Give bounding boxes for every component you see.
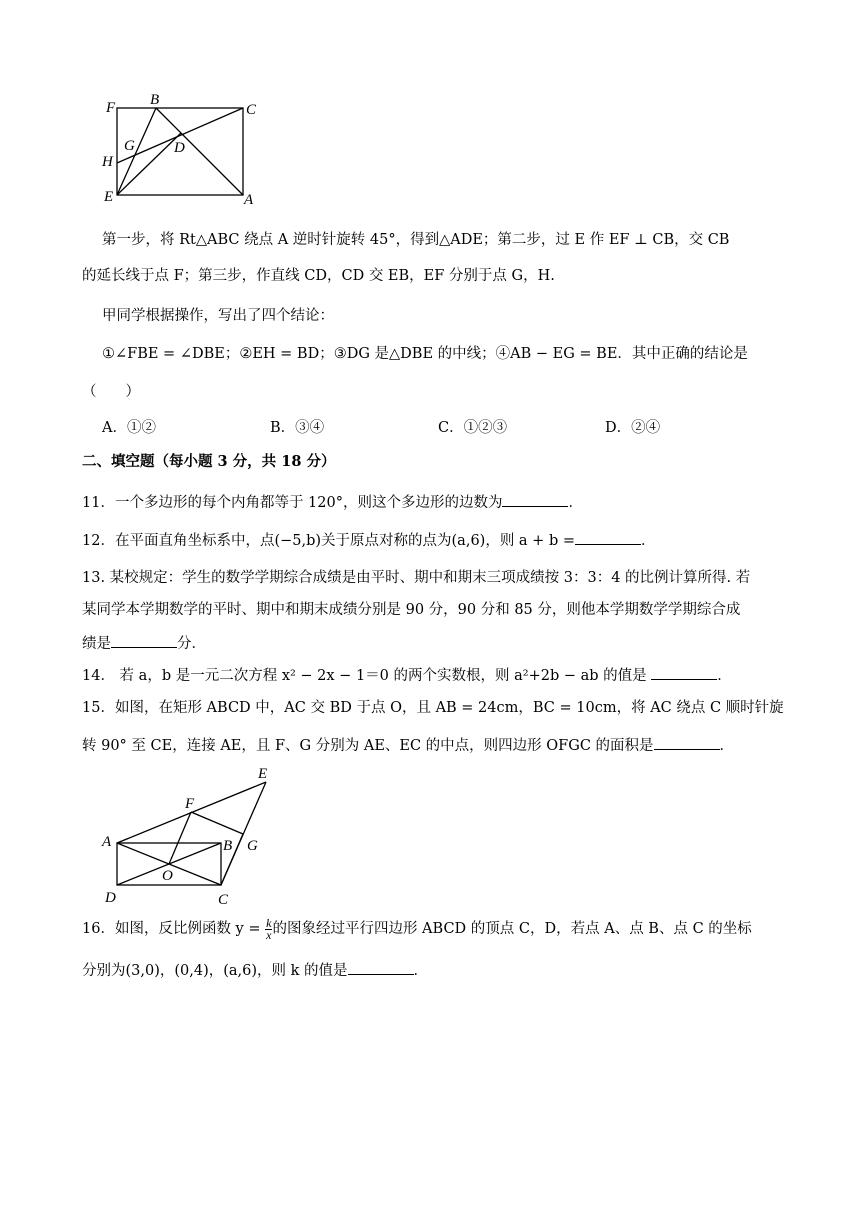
q16-text-b: 的图象经过平行四边形 ABCD 的顶点 C，D，若点 A、点 B、点 C 的坐标 [272, 921, 752, 937]
q12-end: ． [640, 533, 656, 549]
q10-step-text: 第一步，将 Rt△ABC 绕点 A 逆时针旋转 45°，得到△ADE；第二步，过 E 作 EF ⊥ CB，交 CB [102, 232, 730, 248]
q10-option-b: B．③④ [270, 420, 325, 436]
fig2-label-B: B [223, 838, 233, 854]
q13-answer-blank[interactable] [111, 633, 177, 648]
q12-text: 12．在平面直角坐标系中，点(−5,b)关于原点对称的点为(a,6)，则 a + b = [82, 533, 575, 549]
q16-answer-blank[interactable] [348, 960, 414, 975]
fig2-label-A: A [102, 834, 112, 850]
q10-intro: 甲同学根据操作，写出了四个结论： [102, 308, 334, 324]
q15-end: ． [719, 738, 735, 754]
fig2-label-E: E [258, 766, 268, 782]
q16-text-2: 分别为(3,0)，(0,4)，(a,6)，则 k 的值是 [82, 963, 348, 979]
q16-line-1 [82, 916, 752, 942]
q13-line-2: 某同学本学期数学的平时、期中和期末成绩分别是 90 分，90 分和 85 分，则他本学期数学学期综合成 [82, 602, 741, 618]
q14 [82, 665, 732, 686]
section-title: 二、填空题（每小题 3 分，共 18 分） [82, 453, 336, 470]
q10-option-d: D．②④ [605, 420, 661, 436]
q10-option-c: C．①②③ [438, 420, 508, 436]
q10-conclusions: ①∠FBE = ∠DBE；②EH = BD；③DG 是△DBE 的中线；④AB − EG = BE．其中正确的结论是 [102, 346, 748, 362]
q14-text: 14． 若 a，b 是一元二次方程 x² − 2x − 1＝0 的两个实数根，则 a²+2b − ab 的值是 [82, 668, 652, 684]
geometry-figure-1 [96, 88, 266, 213]
q15-text: 转 90° 至 CE，连接 AE，且 F、G 分别为 AE、EC 的中点，则四边形 OFGC 的面积是 [82, 738, 654, 754]
label-G: G [124, 138, 135, 154]
q13-line-1: 13. 某校规定：学生的数学学期综合成绩是由平时、期中和期末三项成绩按 3：3：4 的比例计算所得. 若 [82, 570, 751, 586]
label-C: C [246, 102, 257, 118]
q10-option-a: A．①② [102, 420, 156, 436]
fraction-k-over-x: $\frac{k}{x}$ [266, 915, 272, 942]
q13-line-3 [82, 633, 206, 654]
q15-answer-blank[interactable] [654, 735, 720, 750]
q11-text: 11．一个多边形的每个内角都等于 120°，则这个多边形的边数为 [82, 495, 503, 511]
fig2-label-F: F [185, 796, 195, 812]
q11-answer-blank[interactable] [502, 492, 568, 507]
fig2-label-G: G [247, 838, 258, 854]
q12-answer-blank[interactable] [575, 530, 641, 545]
q14-answer-blank[interactable] [651, 665, 717, 680]
q11 [82, 492, 583, 513]
q16-text: 16．如图，反比例函数 y = [82, 921, 261, 937]
q14-end: ． [717, 668, 732, 684]
q15-line-1: 15．如图，在矩形 ABCD 中，AC 交 BD 于点 O，且 AB = 24cm，BC = 10cm，将 AC 绕点 C 顺时针旋 [82, 700, 784, 716]
fig2-label-O: O [162, 868, 173, 884]
q10-answer-paren: （ ） [82, 384, 140, 400]
label-F: F [106, 100, 116, 116]
q15-line-2 [82, 735, 734, 756]
q11-end: ． [568, 495, 583, 511]
geometry-figure-2 [96, 764, 286, 914]
fig2-label-C: C [218, 892, 229, 908]
q13-text: 绩是 [82, 636, 111, 652]
label-E: E [104, 189, 114, 205]
q10-step-text-2: 的延长线于点 F；第三步，作直线 CD，CD 交 EB，EF 分别于点 G，H. [82, 268, 555, 284]
label-H: H [102, 154, 113, 170]
q16-line-2 [82, 960, 428, 981]
q12 [82, 530, 655, 551]
label-D: D [174, 140, 185, 156]
q13-end: 分． [177, 636, 206, 652]
label-A: A [244, 192, 254, 208]
label-B: B [150, 92, 160, 108]
q16-end: ． [413, 963, 429, 979]
fig2-label-D: D [105, 890, 116, 906]
